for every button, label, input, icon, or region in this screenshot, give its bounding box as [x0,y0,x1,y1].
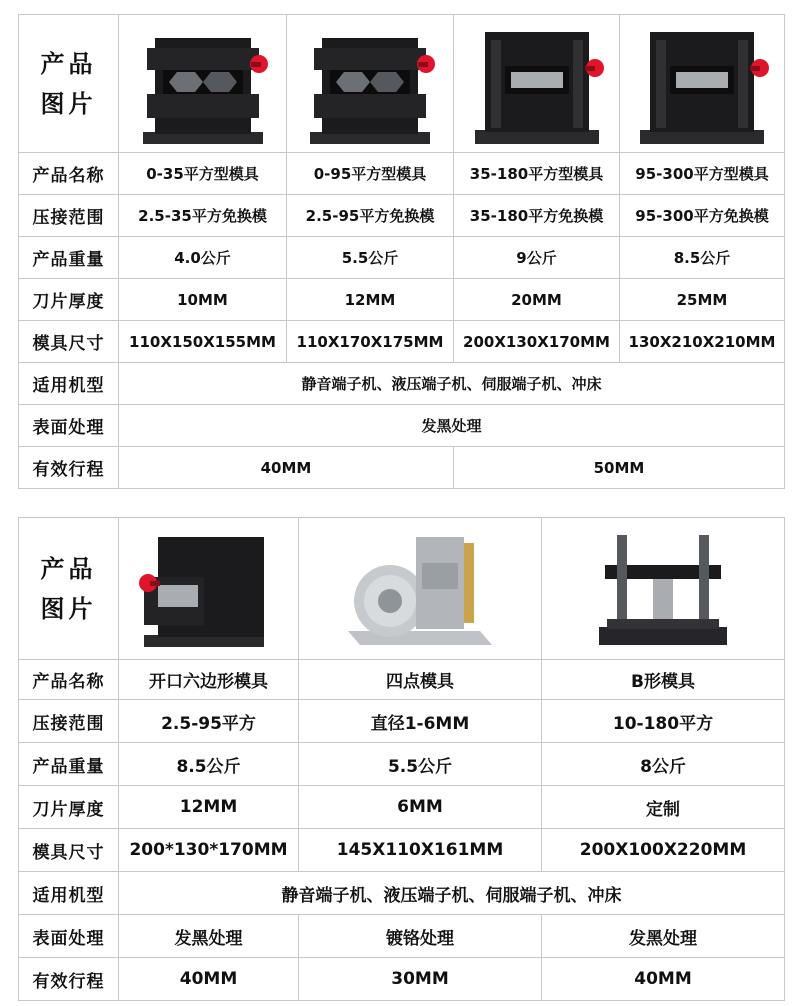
spec-table-2 [18,517,785,1001]
stroke-row [19,958,785,1001]
size-row [19,321,785,363]
product-weight: 4.0公斤 [119,237,287,279]
crimp-range: 35-180平方免换模 [454,195,620,237]
surface-treatment: 发黑处理 [542,915,785,958]
mold-size: 200X100X220MM [542,829,785,872]
die-mold-0-35-image [133,20,273,148]
effective-stroke: 30MM [299,958,542,1001]
compatible-machines: 静音端子机、液压端子机、伺服端子机、冲床 [119,363,785,405]
image-row [19,15,785,153]
effective-stroke: 50MM [454,447,785,489]
product-name: 开口六边形模具 [119,660,299,700]
die-mold-35-180-image [467,20,607,148]
product-name: 四点模具 [299,660,542,700]
four-point-mold-image [340,523,500,655]
blade-thickness: 6MM [299,786,542,829]
mold-size: 110X150X155MM [119,321,287,363]
b-shape-mold-image [583,523,743,655]
product-weight: 5.5公斤 [299,743,542,786]
row-label: 适用机型 [19,363,119,405]
effective-stroke: 40MM [119,958,299,1001]
mold-size: 145X110X161MM [299,829,542,872]
product-image-cell [454,15,620,153]
product-weight: 8.5公斤 [620,237,785,279]
blade-thickness: 20MM [454,279,620,321]
blade-thickness: 25MM [620,279,785,321]
surface-row [19,915,785,958]
crimp-range: 2.5-35平方免换模 [119,195,287,237]
mold-size: 200*130*170MM [119,829,299,872]
product-name: 0-35平方型模具 [119,153,287,195]
stroke-row [19,447,785,489]
row-label: 刀片厚度 [19,279,119,321]
die-mold-95-300-image [632,20,772,148]
row-label: 产品名称 [19,153,119,195]
product-weight: 8公斤 [542,743,785,786]
heading-line-1: 产品 [40,49,97,78]
heading-line-2: 图片 [40,594,97,623]
product-weight: 8.5公斤 [119,743,299,786]
crimp-range: 2.5-95平方免换模 [287,195,454,237]
compatible-machines: 静音端子机、液压端子机、伺服端子机、冲床 [119,872,785,915]
surface-treatment: 镀铬处理 [299,915,542,958]
crimp-range: 2.5-95平方 [119,700,299,743]
weight-row [19,743,785,786]
row-label: 刀片厚度 [19,786,119,829]
row-label: 有效行程 [19,958,119,1001]
product-image-cell [287,15,454,153]
product-weight: 5.5公斤 [287,237,454,279]
product-name: 0-95平方型模具 [287,153,454,195]
product-image-cell [119,15,287,153]
name-row [19,660,785,700]
product-name: 95-300平方型模具 [620,153,785,195]
spec-table-1 [18,14,785,489]
heading-line-1: 产品 [40,554,97,583]
row-label: 产品重量 [19,237,119,279]
machine-row [19,872,785,915]
row-label: 有效行程 [19,447,119,489]
mold-size: 130X210X210MM [620,321,785,363]
surface-row [19,405,785,447]
mold-size: 200X130X170MM [454,321,620,363]
thickness-row [19,786,785,829]
row-label: 压接范围 [19,700,119,743]
row-label: 压接范围 [19,195,119,237]
product-name: B形模具 [542,660,785,700]
product-image-cell [299,518,542,660]
row-label: 产品名称 [19,660,119,700]
blade-thickness: 12MM [287,279,454,321]
product-image-heading [19,15,119,153]
product-image-heading [19,518,119,660]
range-row [19,195,785,237]
thickness-row [19,279,785,321]
crimp-range: 95-300平方免换模 [620,195,785,237]
product-image-cell [620,15,785,153]
row-label: 表面处理 [19,405,119,447]
row-label: 适用机型 [19,872,119,915]
effective-stroke: 40MM [542,958,785,1001]
row-label: 产品重量 [19,743,119,786]
machine-row [19,363,785,405]
image-row [19,518,785,660]
effective-stroke: 40MM [119,447,454,489]
row-label: 模具尺寸 [19,321,119,363]
weight-row [19,237,785,279]
blade-thickness: 10MM [119,279,287,321]
surface-treatment: 发黑处理 [119,915,299,958]
crimp-range: 直径1-6MM [299,700,542,743]
mold-size: 110X170X175MM [287,321,454,363]
row-label: 表面处理 [19,915,119,958]
row-label: 模具尺寸 [19,829,119,872]
heading-line-2: 图片 [40,89,97,118]
product-image-cell [542,518,785,660]
crimp-range: 10-180平方 [542,700,785,743]
open-hexagon-mold-image [134,523,284,655]
size-row [19,829,785,872]
product-name: 35-180平方型模具 [454,153,620,195]
die-mold-0-95-image [300,20,440,148]
product-weight: 9公斤 [454,237,620,279]
product-image-cell [119,518,299,660]
range-row [19,700,785,743]
name-row [19,153,785,195]
blade-thickness: 定制 [542,786,785,829]
blade-thickness: 12MM [119,786,299,829]
surface-treatment: 发黑处理 [119,405,785,447]
